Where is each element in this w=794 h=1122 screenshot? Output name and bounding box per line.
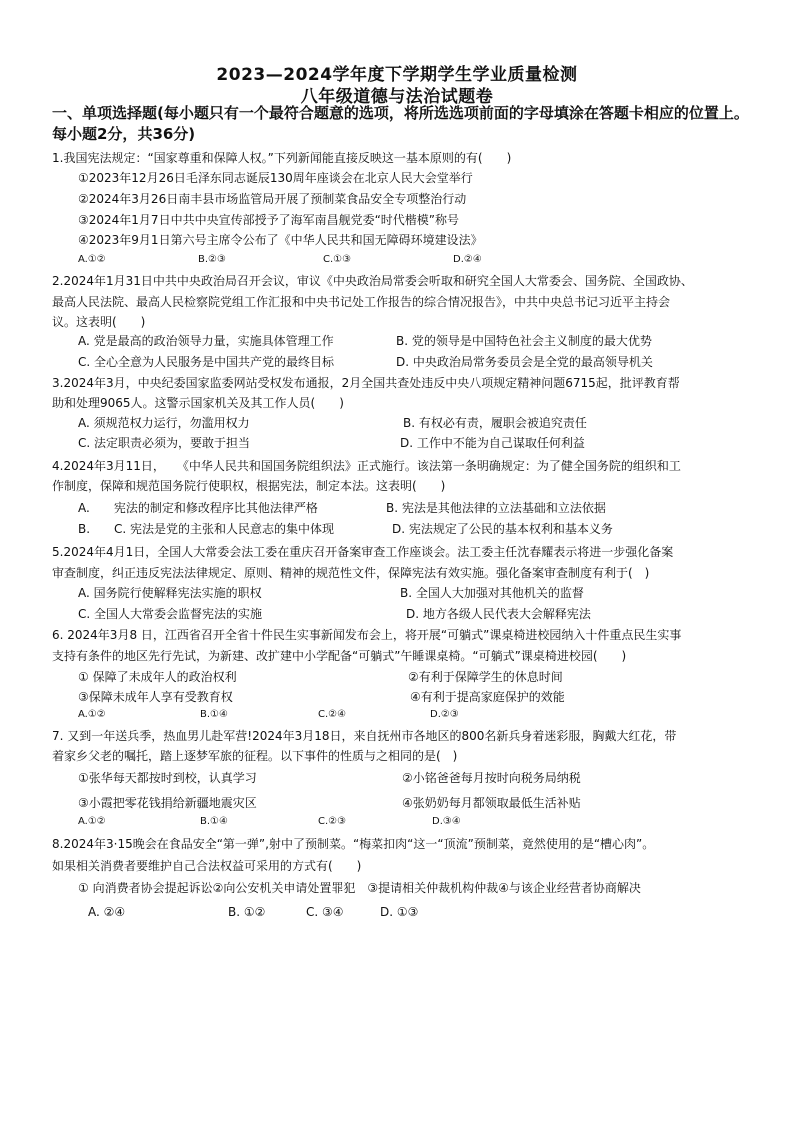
option-d: D.③④: [432, 816, 461, 827]
option-b: B. 党的领导是中国特色社会主义制度的最大优势: [396, 334, 652, 348]
option-c: C.②④: [318, 709, 347, 720]
option-a: A. 国务院行使解释宪法实施的职权: [78, 586, 262, 600]
statement-3: ③保障未成年人享有受教育权: [78, 690, 233, 704]
option-c: C. 全心全意为人民服务是中国共产党的最终目标: [78, 355, 335, 369]
option-c: C. ③④: [306, 905, 344, 919]
option-a: A.①②: [78, 816, 106, 827]
question-1-item-4: ④2023年9月1日第六号主席令公布了《中华人民共和国无障碍环境建设法》: [78, 233, 483, 247]
question-4-options-row-1: [78, 500, 768, 516]
question-6-stem-2: 支持有条件的地区先行先试，为新建、改扩建中小学配备“可躺式”午睡课桌椅。“可躺式”课桌椅进校园( ): [52, 649, 627, 663]
option-a: A. 须规范权力运行，勿滥用权力: [78, 416, 250, 430]
option-d: D.②④: [453, 254, 482, 265]
option-d: D.②③: [430, 709, 459, 720]
question-1-item-1: ①2023年12月26日毛泽东同志诞辰130周年座谈会在北京人民大会堂举行: [78, 171, 473, 185]
option-a: A. 宪法的制定和修改程序比其他法律严格: [78, 501, 318, 515]
exam-title: 2023—2024学年度下学期学生学业质量检测: [216, 65, 578, 85]
section-heading-line1: 一、单项选择题(每小题只有一个最符合题意的选项，将所选选项前面的字母填涂在答题卡相应的位置上。: [52, 104, 749, 122]
option-d: D. 宪法规定了公民的基本权利和基本义务: [392, 522, 613, 536]
question-1-stem: 1.我国宪法规定：“国家尊重和保障人权。”下列新闻能直接反映这一基本原则的有( ): [52, 151, 512, 165]
question-2-options-row-2: [78, 354, 768, 370]
question-3-stem-1: 3.2024年3月，中央纪委国家监委网站受权发布通报，2月全国共查处违反中央八项规定精神问题6715起，批评教育帮: [52, 376, 680, 390]
option-b: B. ①②: [228, 905, 266, 919]
statement-2: ②有利于保障学生的休息时间: [408, 670, 563, 684]
question-7-items-row-2: [78, 795, 768, 811]
question-5-options-row-1: [78, 585, 768, 601]
question-1-options: [78, 252, 768, 268]
option-c: C. 全国人大常委会监督宪法的实施: [78, 607, 263, 621]
question-2-stem-1: 2.2024年1月31日中共中央政治局召开会议，审议《中央政治局常委会听取和研究全国人大常委会、国务院、全国政协、: [52, 274, 693, 288]
question-4-options-row-2: [78, 521, 768, 537]
option-b: B. 宪法是其他法律的立法基础和立法依据: [386, 501, 606, 515]
option-a: A.①②: [78, 254, 106, 265]
option-b: B.②③: [198, 254, 226, 265]
question-2-stem-2: 最高人民法院、最高人民检察院党组工作汇报和中央书记处工作报告的综合情况报告》，中共中央总书记习近平主持会: [52, 295, 671, 309]
question-7-stem-2: 着家乡父老的嘱托，踏上逐梦军旅的征程。以下事件的性质与之相同的是( ): [52, 749, 458, 763]
question-7-stem-1: 7. 又到一年送兵季，热血男儿赴军营!2024年3月18日，来自抚州市各地区的800名新兵身着迷彩服，胸戴大红花，带: [52, 729, 677, 743]
option-b: B. 全国人大加强对其他机关的监督: [400, 586, 584, 600]
question-2-stem-3: 议。这表明( ): [52, 315, 146, 329]
statement-4: ④有利于提高家庭保护的效能: [410, 690, 565, 704]
question-5-stem-1: 5.2024年4月1日，全国人大常委会法工委在重庆召开备案审查工作座谈会。法工委主任沈春耀表示将进一步强化备案: [52, 545, 674, 559]
section-heading-line2: 每小题2分，共36分): [52, 125, 196, 143]
question-7-options: [78, 814, 768, 830]
question-5-stem-2: 审查制度，纠正违反宪法法律规定、原则、精神的规范性文件，保障宪法有效实施。强化备案审查制度有利于( ): [52, 566, 650, 580]
question-6-stem-1: 6. 2024年3月8 日，江西省召开全省十件民生实事新闻发布会上，将开展“可躺式”课桌椅进校园纳入十件重点民生实事: [52, 628, 682, 642]
option-c: C. 法定职责必须为，要敢于担当: [78, 436, 251, 450]
question-1-item-3: ③2024年1月7日中共中央宣传部授予了海军南昌舰党委“时代楷模”称号: [78, 213, 460, 227]
statement-1: ① 保障了未成年人的政治权利: [78, 670, 237, 684]
exam-subtitle: 八年级道德与法治试题卷: [300, 87, 494, 107]
question-5-options-row-2: [78, 606, 768, 622]
question-4-stem-1: 4.2024年3月11日， 《中华人民共和国国务院组织法》正式施行。该法第一条明确规定：为了健全国务院的组织和工: [52, 459, 681, 473]
question-8-items: ① 向消费者协会提起诉讼②向公安机关申请处置罪犯 ③提请相关仲裁机构仲裁④与该企业经营者协商解决: [78, 881, 641, 895]
question-4-stem-2: 作制度，保障和规范国务院行使职权，根据宪法，制定本法。这表明( ): [52, 479, 446, 493]
question-6-items-row-2: [78, 689, 768, 705]
question-3-options-row-2: [78, 435, 768, 451]
question-1-item-2: ②2024年3月26日南丰县市场监管局开展了预制菜食品安全专项整治行动: [78, 192, 467, 206]
question-8-stem-1: 8.2024年3·15晚会在食品安全“第一弹”,射中了预制菜。“梅菜扣肉“这一“顶流”预制菜，竟然使用的是“槽心肉”。: [52, 837, 655, 851]
statement-1: ①张华每天都按时到校，认真学习: [78, 771, 257, 785]
option-a: A. 党是最高的政治领导力量，实施具体管理工作: [78, 334, 334, 348]
option-d: D. 中央政治局常务委员会是全党的最高领导机关: [396, 355, 653, 369]
option-c: C.②③: [318, 816, 347, 827]
option-b: B. 有权必有责，履职会被追究责任: [403, 416, 587, 430]
question-6-options: [78, 707, 768, 723]
question-7-items-row-1: [78, 770, 768, 786]
option-c: C.①③: [323, 254, 352, 265]
option-c: B. C. 宪法是党的主张和人民意志的集中体现: [78, 522, 335, 536]
question-2-options-row-1: [78, 333, 768, 349]
option-b: B.①④: [200, 709, 228, 720]
question-3-options-row-1: [78, 415, 768, 431]
question-3-stem-2: 助和处理9065人。这警示国家机关及其工作人员( ): [52, 396, 344, 410]
option-d: D. 工作中不能为自己谋取任何利益: [400, 436, 585, 450]
statement-4: ④张奶奶每月都领取最低生活补贴: [402, 796, 581, 810]
question-8-options: [88, 904, 778, 920]
statement-2: ②小铭爸爸每月按时向税务局纳税: [402, 771, 581, 785]
option-a: A. ②④: [88, 905, 126, 919]
statement-3: ③小霞把零花钱捐给新疆地震灾区: [78, 796, 257, 810]
option-d: D. ①③: [380, 905, 419, 919]
question-6-items-row-1: [78, 669, 768, 685]
question-8-stem-2: 如果相关消费者要维护自己合法权益可采用的方式有( ): [52, 859, 362, 873]
option-d: D. 地方各级人民代表大会解释宪法: [406, 607, 591, 621]
option-b: B.①④: [200, 816, 228, 827]
option-a: A.①②: [78, 709, 106, 720]
